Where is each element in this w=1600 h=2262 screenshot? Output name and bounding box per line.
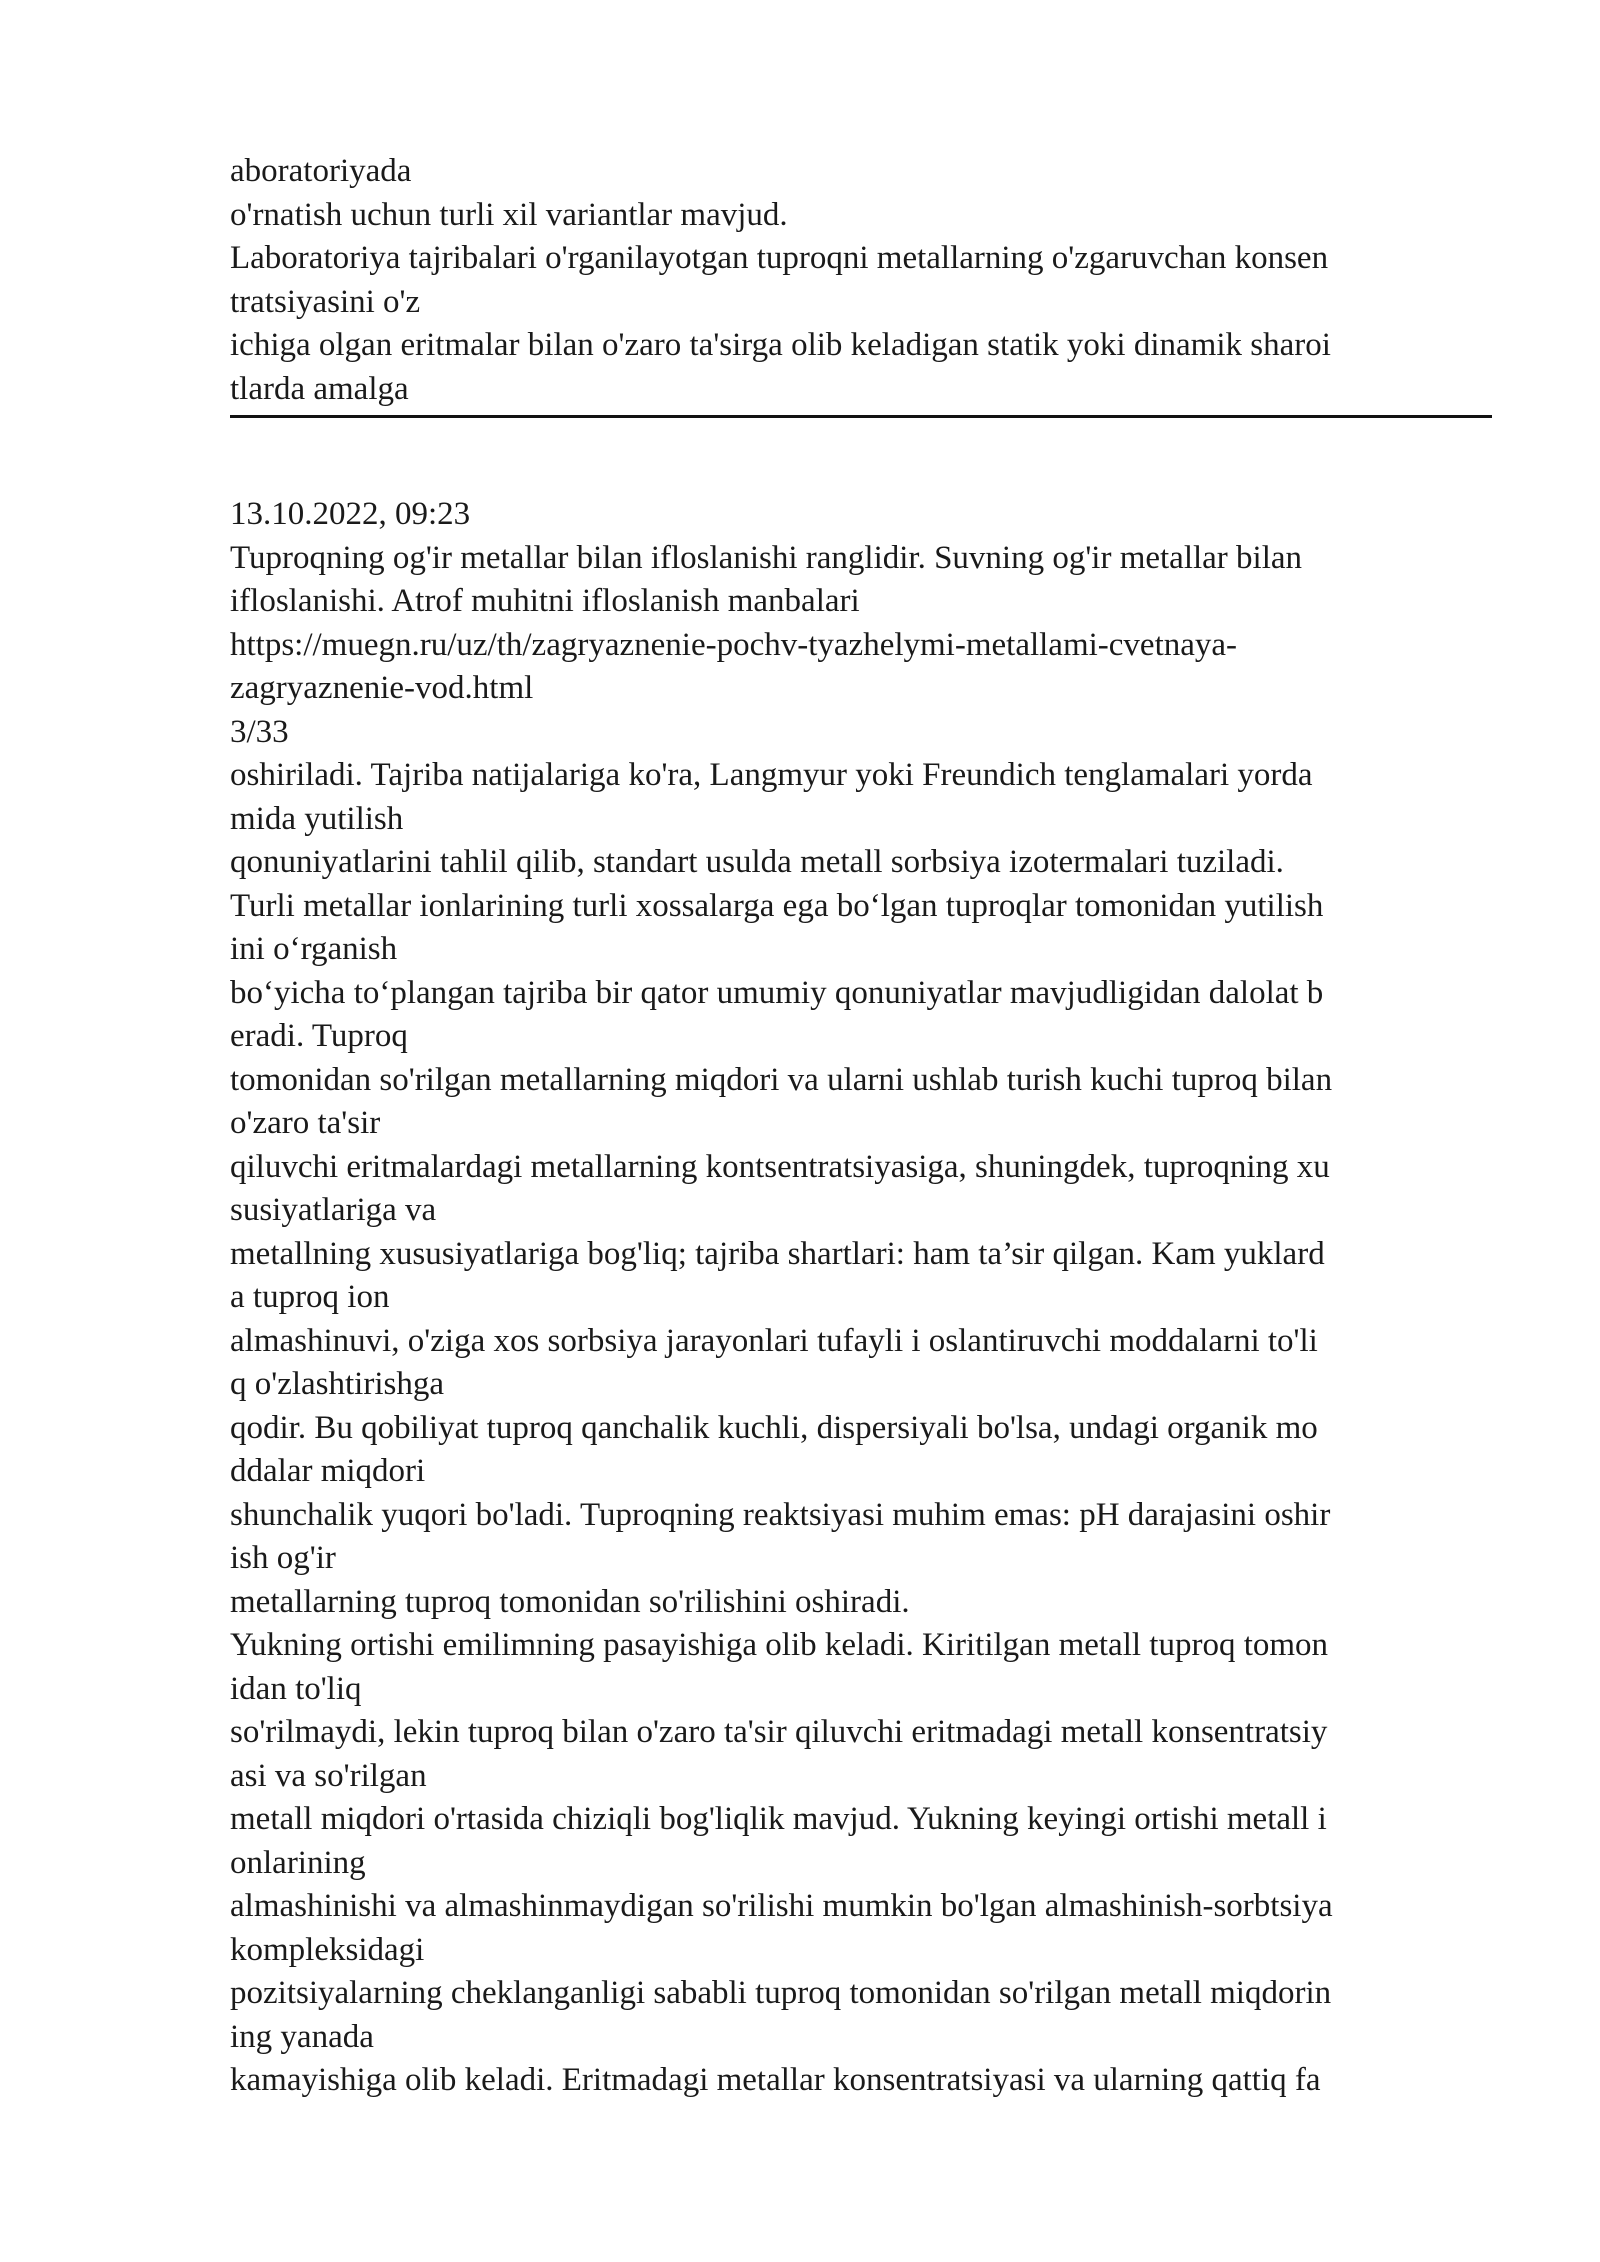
page-title: ifloslanishi. Atrof muhitni ifloslanish manbalari xyxy=(230,583,860,619)
text-line: ish og'ir xyxy=(230,1540,336,1576)
text-line: ing yanada xyxy=(230,2018,374,2055)
page-counter: 3/33 xyxy=(230,713,289,750)
text-line: kamayishiga olib keladi. Eritmadagi metallar konsentratsiyasi va ularning qattiq fa xyxy=(230,2062,1321,2098)
page-header-block xyxy=(230,493,1492,754)
text-line: onlarining xyxy=(230,1844,366,1881)
body-text-block xyxy=(230,754,1492,2103)
text-line: ddalar miqdori xyxy=(230,1453,426,1489)
source-url: https://muegn.ru/uz/th/zagryaznenie-pochv-tyazhelymi-metallami-cvetnaya- xyxy=(230,626,1238,663)
text-line: almashinishi va almashinmaydigan so'rilishi mumkin bo'lgan almashinish-sorbtsiya xyxy=(230,1888,1333,1924)
text-line: tomonidan so'rilgan metallarning miqdori va ularni ushlab turish kuchi tuproq bilan xyxy=(230,1061,1333,1098)
source-url: zagryaznenie-vod.html xyxy=(230,670,534,706)
print-datetime: 13.10.2022, 09:23 xyxy=(230,496,471,532)
text-line: Laboratoriya tajribalari o'rganilayotgan tuproqni metallarning o'zgaruvchan konsen xyxy=(230,240,1329,276)
text-line: aboratoriyada xyxy=(230,153,412,189)
text-line: o'rnatish uchun turli xil variantlar mavjud. xyxy=(230,196,788,233)
text-line: metallarning tuproq tomonidan so'rilishini oshiradi. xyxy=(230,1583,910,1620)
text-line: eradi. Tuproq xyxy=(230,1018,408,1054)
text-line: kompleksidagi xyxy=(230,1931,425,1968)
text-line: o'zaro ta'sir xyxy=(230,1105,381,1141)
text-line: pozitsiyalarning cheklanganligi sababli tuproq tomonidan so'rilgan metall miqdorin xyxy=(230,1975,1332,2011)
text-line: tlarda amalga xyxy=(230,370,409,407)
document-content xyxy=(230,150,1492,2103)
text-line: ichiga olgan eritmalar bilan o'zaro ta'sirga olib keladigan statik yoki dinamik sharoi xyxy=(230,327,1331,363)
text-line: qiluvchi eritmalardagi metallarning kontsentratsiyasiga, shuningdek, tuproqning xu xyxy=(230,1148,1330,1185)
text-line: metallning xususiyatlariga bog'liq; tajriba shartlari: ham ta’sir qilgan. Kam yuklard xyxy=(230,1235,1325,1272)
text-line: a tuproq ion xyxy=(230,1279,390,1315)
text-line: oshiriladi. Tajriba natijalariga ko'ra, Langmyur yoki Freundich tenglamalari yorda xyxy=(230,757,1313,793)
text-line: so'rilmaydi, lekin tuproq bilan o'zaro ta'sir qiluvchi eritmadagi metall konsentratsiy xyxy=(230,1714,1328,1750)
text-line: bo‘yicha to‘plangan tajriba bir qator umumiy qonuniyatlar mavjudligidan dalolat b xyxy=(230,974,1324,1011)
text-line: susiyatlariga va xyxy=(230,1192,437,1228)
text-line: idan to'liq xyxy=(230,1670,362,1707)
text-line: qonuniyatlarini tahlil qilib, standart usulda metall sorbsiya izotermalari tuziladi. xyxy=(230,844,1284,880)
top-text-block xyxy=(230,150,1492,411)
page-title: Tuproqning og'ir metallar bilan ifloslanishi ranglidir. Suvning og'ir metallar bilan xyxy=(230,539,1303,576)
text-line: Yukning ortishi emilimning pasayishiga olib keladi. Kiritilgan metall tuproq tomon xyxy=(230,1627,1329,1663)
text-line: q o'zlashtirishga xyxy=(230,1366,444,1402)
text-line: Turli metallar ionlarining turli xossalarga ega bo‘lgan tuproqlar tomonidan yutilish xyxy=(230,887,1324,924)
text-line: qodir. Bu qobiliyat tuproq qanchalik kuchli, dispersiyali bo'lsa, undagi organik mo xyxy=(230,1409,1318,1446)
text-line: asi va so'rilgan xyxy=(230,1757,427,1794)
text-line: almashinuvi, o'ziga xos sorbsiya jarayonlari tufayli i oslantiruvchi moddalarni to'li xyxy=(230,1322,1318,1359)
text-line: mida yutilish xyxy=(230,800,404,837)
text-line: tratsiyasini o'z xyxy=(230,283,421,320)
horizontal-rule xyxy=(230,415,1492,418)
text-line: shunchalik yuqori bo'ladi. Tuproqning reaktsiyasi muhim emas: pH darajasini oshir xyxy=(230,1496,1331,1533)
text-line: metall miqdori o'rtasida chiziqli bog'liqlik mavjud. Yukning keyingi ortishi metall i xyxy=(230,1801,1327,1837)
text-line: ini o‘rganish xyxy=(230,931,398,967)
